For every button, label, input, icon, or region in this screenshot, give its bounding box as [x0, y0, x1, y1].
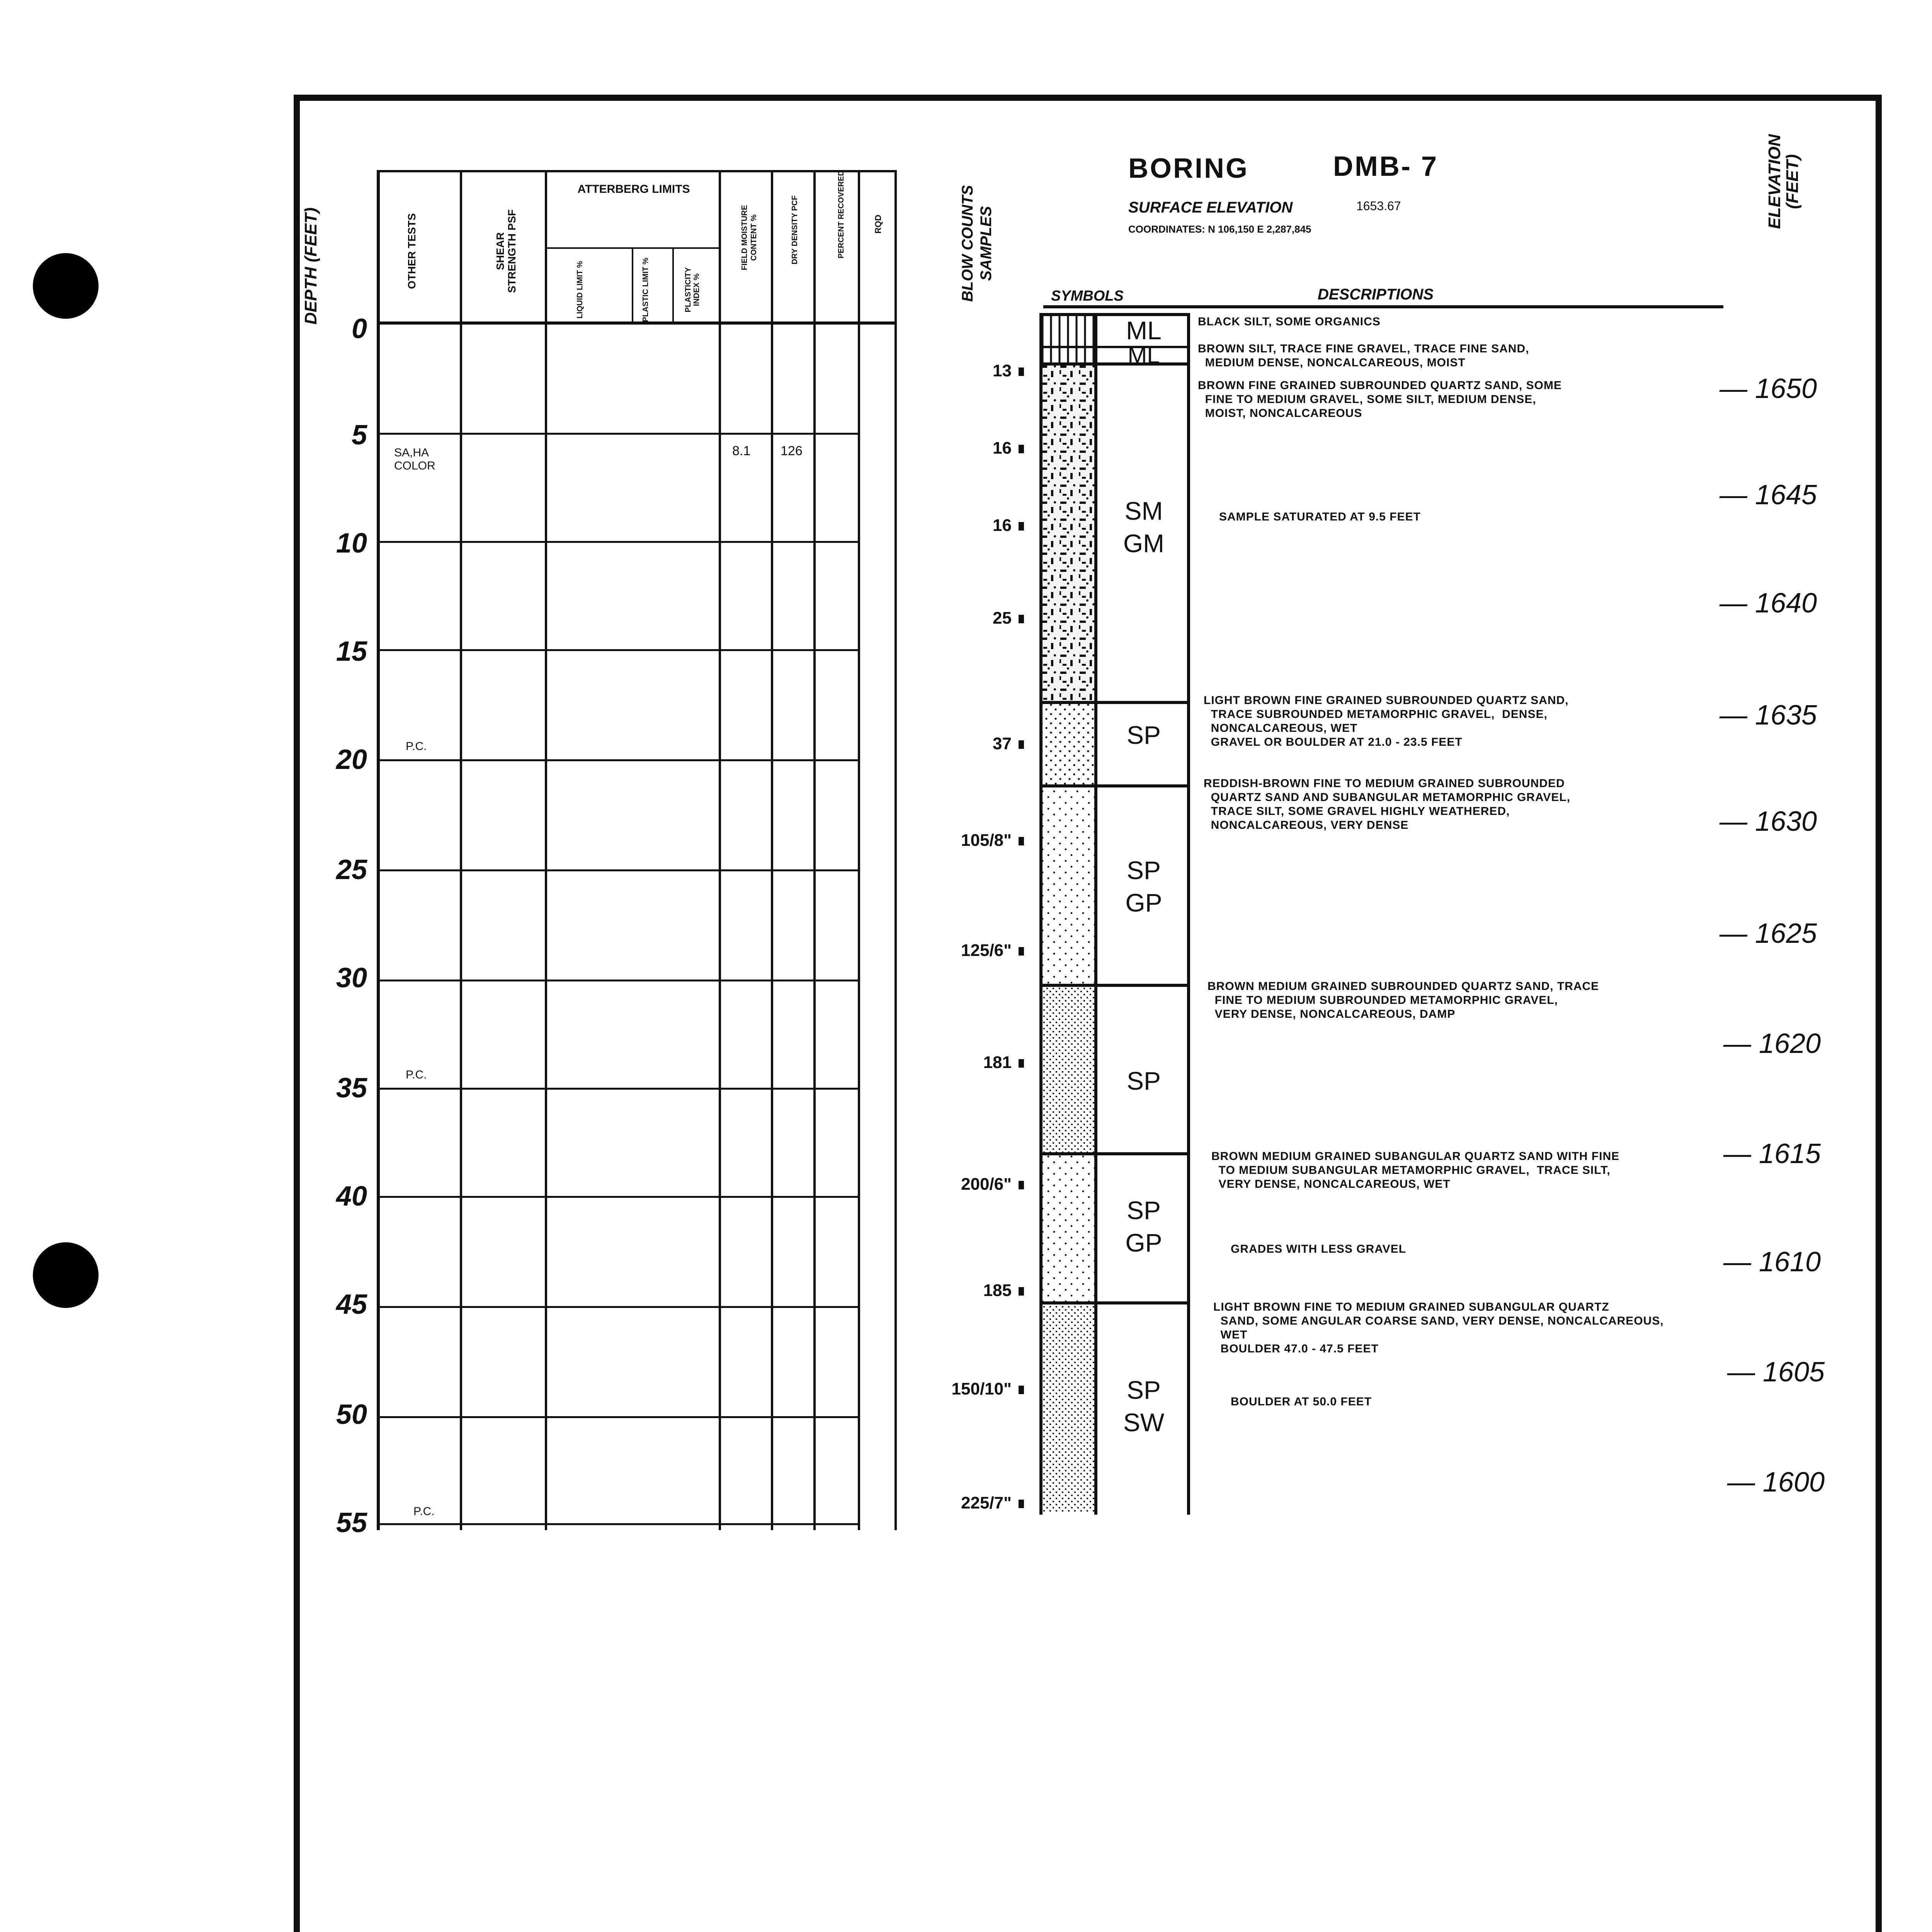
depth-tick: 10	[336, 528, 367, 559]
soil-code: SP	[1126, 721, 1161, 749]
punch-hole-top	[33, 253, 99, 319]
soil-description: BLACK SILT, SOME ORGANICS	[1198, 315, 1381, 328]
depth-tick: 50	[336, 1399, 367, 1430]
soil-code: SP SW	[1123, 1376, 1165, 1437]
elevation-header: ELEVATION (FEET)	[1765, 134, 1802, 229]
liquid-limit-header: LIQUID LIMIT %	[576, 261, 584, 319]
soil-description: GRADES WITH LESS GRAVEL	[1231, 1243, 1406, 1255]
elevation-tick: — 1630	[1719, 806, 1817, 837]
elevation-tick: — 1600	[1727, 1467, 1825, 1498]
other-tests-header: OTHER TESTS	[406, 213, 418, 289]
soil-description: LIGHT BROWN FINE GRAINED SUBROUNDED QUARTZ SAND, TRACE SUBROUNDED METAMORPHIC GRAVEL, DENSE, NONCALCAREOUS, WET GRAVEL OR BOULDER AT 21.0 - 23.5 FEET	[1204, 694, 1569, 748]
blow-count: 200/6"	[931, 1175, 1024, 1194]
soil-description: BROWN MEDIUM GRAINED SUBROUNDED QUARTZ SAND, TRACE FINE TO MEDIUM SUBROUNDED METAMORPHIC GRAVEL, VERY DENSE, NONCALCAREOUS, DAMP	[1208, 980, 1599, 1020]
depth-tick: 55	[336, 1507, 367, 1538]
symbols-header: SYMBOLS	[1051, 288, 1124, 304]
soil-description: SAMPLE SATURATED AT 9.5 FEET	[1219, 510, 1421, 523]
field-moisture-header: FIELD MOISTURE CONTENT %	[740, 205, 758, 270]
depth-tick: 30	[336, 963, 367, 993]
elevation-tick: — 1650	[1719, 373, 1817, 404]
dry-density-header: DRY DENSITY PCF	[791, 195, 799, 265]
blow-count: 105/8"	[931, 831, 1024, 850]
soil-description: BROWN SILT, TRACE FINE GRAVEL, TRACE FINE SAND, MEDIUM DENSE, NONCALCAREOUS, MOIST	[1198, 342, 1529, 369]
surface-elevation-label: SURFACE ELEVATION	[1128, 199, 1293, 216]
dry-density-value: 126	[781, 444, 803, 458]
blow-count: 37	[931, 734, 1024, 753]
depth-tick: 25	[336, 854, 367, 885]
depth-tick: 5	[351, 420, 367, 451]
blow-count: 225/7"	[931, 1493, 1024, 1513]
depth-tick: 20	[336, 744, 367, 775]
descriptions-header: DESCRIPTIONS	[1318, 286, 1434, 303]
blow-counts-header: BLOW COUNTS SAMPLES	[959, 185, 995, 302]
boring-id: DMB- 7	[1333, 151, 1438, 182]
elevation-tick: — 1615	[1723, 1138, 1821, 1169]
blow-count: 16	[931, 516, 1024, 535]
plastic-limit-header: PLASTIC LIMIT %	[641, 257, 650, 322]
soil-description: LIGHT BROWN FINE TO MEDIUM GRAINED SUBANGULAR QUARTZ SAND, SOME ANGULAR COARSE SAND, VERY DENSE, NONCALCAREOUS, WET BOULDER 47.0 - 47.5 FEET	[1213, 1301, 1664, 1355]
soil-description: REDDISH-BROWN FINE TO MEDIUM GRAINED SUBROUNDED QUARTZ SAND AND SUBANGULAR METAMORPHIC GRAVEL, TRACE SILT, SOME GRAVEL HIGHLY WEATHERED, NONCALCAREOUS, VERY DENSE	[1204, 777, 1571, 832]
soil-code: SP GP	[1125, 1196, 1162, 1257]
blow-count: 150/10"	[931, 1379, 1024, 1399]
soil-description: BROWN MEDIUM GRAINED SUBANGULAR QUARTZ SAND WITH FINE TO MEDIUM SUBANGULAR METAMORPHIC GRAVEL, TRACE SILT, VERY DENSE, NONCALCAREOUS, WET	[1211, 1150, 1620, 1190]
atterberg-header: ATTERBERG LIMITS	[577, 183, 690, 196]
moisture-content-value: 8.1	[732, 444, 751, 458]
other-tests-cell: P.C.	[406, 1068, 427, 1081]
elevation-tick: — 1635	[1719, 700, 1817, 731]
depth-tick: 15	[336, 636, 367, 667]
soil-description: BOULDER AT 50.0 FEET	[1231, 1395, 1372, 1408]
elevation-tick: — 1620	[1723, 1028, 1821, 1059]
elevation-tick: — 1645	[1719, 480, 1817, 510]
depth-header: DEPTH (FEET)	[301, 207, 320, 325]
soil-code: SP GP	[1125, 856, 1162, 917]
other-tests-cell: SA,HA COLOR	[394, 446, 435, 472]
soil-code: SP	[1126, 1066, 1161, 1095]
percent-recovered-header: PERCENT RECOVERED	[837, 170, 845, 259]
blow-count: 16	[931, 439, 1024, 458]
depth-tick: 40	[336, 1181, 367, 1212]
soil-code: ML	[1126, 316, 1162, 345]
rqd-header: RQD	[873, 214, 883, 234]
depth-tick: 35	[336, 1073, 367, 1104]
elevation-tick: — 1625	[1719, 918, 1817, 949]
shear-strength-header: SHEAR STRENGTH PSF	[494, 209, 518, 293]
punch-hole-middle	[33, 1242, 99, 1308]
coordinates: COORDINATES: N 106,150 E 2,287,845	[1128, 223, 1311, 235]
soil-code: ML	[1128, 342, 1160, 368]
blow-count: 181	[931, 1053, 1024, 1072]
depth-tick: 45	[336, 1289, 367, 1320]
other-tests-cell: P.C.	[406, 740, 427, 753]
surface-elevation-value: 1653.67	[1356, 199, 1401, 213]
blow-count: 25	[931, 609, 1024, 628]
other-tests-cell: P.C.	[413, 1505, 435, 1518]
blow-count: 125/6"	[931, 941, 1024, 960]
elevation-tick: — 1610	[1723, 1247, 1821, 1277]
plasticity-index-header: PLASTICITY INDEX %	[684, 267, 701, 313]
elevation-tick: — 1640	[1719, 588, 1817, 619]
boring-title: BORING	[1128, 153, 1249, 184]
soil-code: SM GM	[1123, 497, 1165, 558]
blow-count: 13	[931, 361, 1024, 381]
depth-tick: 0	[351, 313, 367, 344]
elevation-tick: — 1605	[1727, 1357, 1825, 1388]
soil-description: BROWN FINE GRAINED SUBROUNDED QUARTZ SAND, SOME FINE TO MEDIUM GRAVEL, SOME SILT, MEDIUM DENSE, MOIST, NONCALCAREOUS	[1198, 379, 1562, 420]
blow-count: 185	[931, 1281, 1024, 1300]
